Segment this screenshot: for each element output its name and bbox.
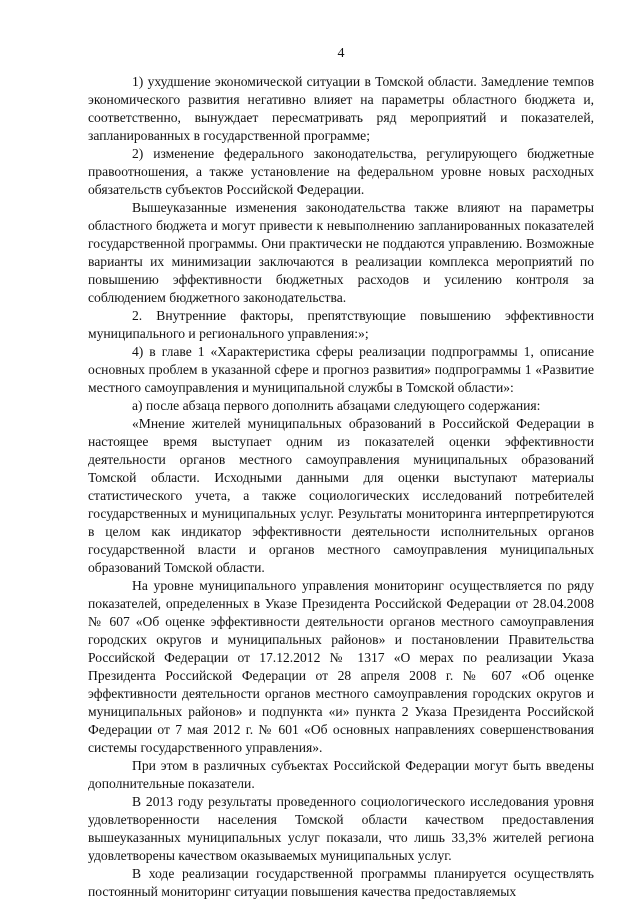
paragraph-4: 2. Внутренние факторы, препятствующие повышению эффективности муниципального и регионального управления:»; — [88, 308, 594, 341]
document-body — [88, 73, 594, 901]
paragraph-8: На уровне муниципального управления мониторинг осуществляется по ряду показателей, определенных в Указе Президента Российской Федерации от 28.04.2008 № 607 «Об оценке эффективности деятельности органов местного самоуправления городских округов и муниципальных районов» и постановлении Правительства Российской Федерации от 17.12.2012 № 1317 «О мерах по реализации Указа Президента Российской Федерации от 28 апреля 2008 г. № 607 «Об оценке эффективности деятельности органов местного самоуправления городских округов и муниципальных районов» и подпункта «и» пункта 2 Указа Президента Российской Федерации от 7 мая 2012 г. № 601 «Об основных направлениях совершенствования системы государственного управления». — [88, 578, 594, 755]
document-page — [88, 0, 594, 905]
paragraph-9: При этом в различных субъектах Российской Федерации могут быть введены дополнительные показатели. — [88, 758, 594, 791]
paragraph-5: 4) в главе 1 «Характеристика сферы реализации подпрограммы 1, описание основных проблем в указанной сфере и прогноз развития» подпрограммы 1 «Развитие местного самоуправления и муниципальной службы в Томской области»: — [88, 344, 594, 395]
paragraph-3: Вышеуказанные изменения законодательства также влияют на параметры областного бюджета и могут привести к невыполнению запланированных показателей государственной программы. Они практически не поддаются управлению. Возможные варианты их минимизации заключаются в реализации комплекса мероприятий по повышению эффективности бюджетных расходов и усилению контроля за соблюдением бюджетного законодательства. — [88, 200, 594, 305]
paragraph-11: В ходе реализации государственной программы планируется осуществлять постоянный мониторинг ситуации повышения качества предоставляемых — [88, 866, 594, 899]
paragraph-10: В 2013 году результаты проведенного социологического исследования уровня удовлетворенности населения Томской области качеством предоставления вышеуказанных муниципальных услуг показали, что лишь 33,3% жителей региона удовлетворены качеством оказываемых муниципальных услуг. — [88, 794, 594, 863]
page-number: 4 — [337, 46, 345, 61]
paragraph-1: 1) ухудшение экономической ситуации в Томской области. Замедление темпов экономического развития негативно влияет на параметры областного бюджета и, соответственно, вынуждает пересматривать ряд мероприятий и показателей, запланированных в государственной программе; — [88, 74, 594, 143]
paragraph-2: 2) изменение федерального законодательства, регулирующего бюджетные правоотношения, а также установление на федеральном уровне новых расходных обязательств субъектов Российской Федерации. — [88, 146, 594, 197]
paragraph-7: «Мнение жителей муниципальных образований в Российской Федерации в настоящее время выступает одним из показателей оценки эффективности деятельности органов местного самоуправления муниципальных образований Томской области. Исходными данными для оценки выступают материалы статистического учета, а также социологических исследований потребителей государственных и муниципальных услуг. Результаты мониторинга интерпретируются в целом как индикатор эффективности деятельности исполнительных органов государственной власти и органов местного самоуправления муниципальных образований Томской области. — [88, 416, 594, 575]
paragraph-6: а) после абзаца первого дополнить абзацами следующего содержания: — [132, 398, 541, 413]
